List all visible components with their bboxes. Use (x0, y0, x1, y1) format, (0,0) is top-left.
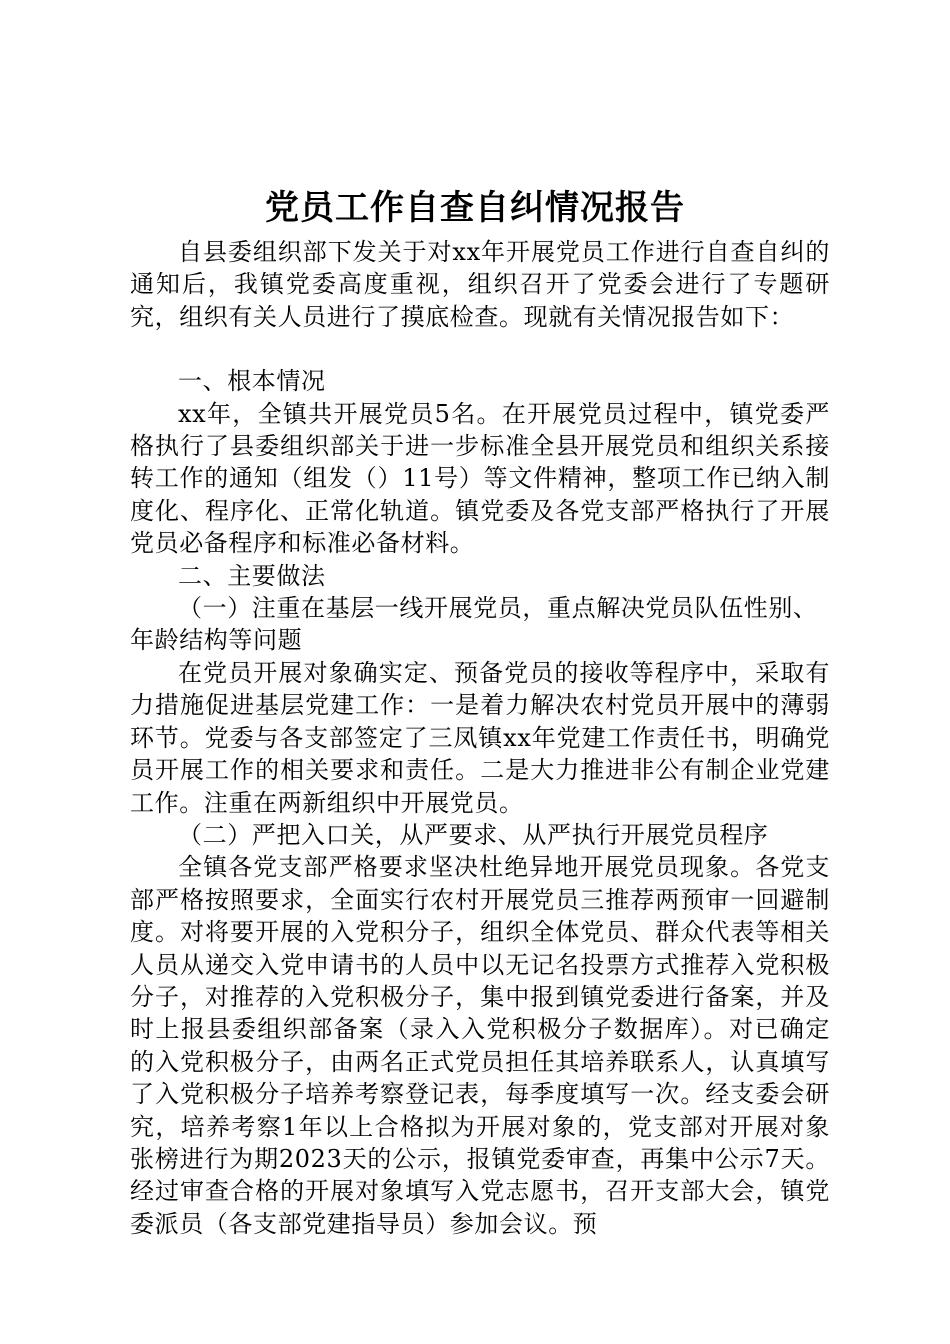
section-2-heading: 二、主要做法 (178, 561, 326, 590)
document-body (130, 236, 830, 1240)
section-1-paragraph: xx年，全镇共开展党员5名。在开展党员过程中，镇党委严格执行了县委组织部关于进一步标准全县开展党员和组织关系接转工作的通知（组发（）11号）等文件精神，整项工作已纳入制度化、程序化、正常化轨道。镇党委及各党支部严格执行了开展党员必备程序和标准必备材料。 (130, 399, 830, 558)
document-title: 党员工作自查自纠情况报告 (265, 188, 685, 228)
subsection-1-paragraph: 在党员开展对象确实定、预备党员的接收等程序中，采取有力措施促进基层党建工作：一是着力解决农村党员开展中的薄弱环节。党委与各支部签定了三凤镇xx年党建工作责任书，明确党员开展工作的相关要求和责任。二是大力推进非公有制企业党建工作。注重在两新组织中开展党员。 (130, 658, 830, 817)
subsection-2-paragraph: 全镇各党支部严格要求坚决杜绝异地开展党员现象。各党支部严格按照要求，全面实行农村开展党员三推荐两预审一回避制度。对将要开展的入党积分子，组织全体党员、群众代表等相关人员从递交入党申请书的人员中以无记名投票方式推荐入党积极分子，对推荐的入党积极分子，集中报到镇党委进行备案，并及时上报县委组织部备案（录入入党积极分子数据库）。对已确定的入党积极分子，由两名正式党员担任其培养联系人，认真填写了入党积极分子培养考察登记表，每季度填写一次。经支委会研究，培养考察1年以上合格拟为开展对象的，党支部对开展对象张榜进行为期2023天的公示，报镇党委审查，再集中公示7天。经过审查合格的开展对象填写入党志愿书，召开支部大会，镇党委派员（各支部党建指导员）参加会议。预 (130, 853, 830, 1238)
subsection-1-heading: （一）注重在基层一线开展党员，重点解决党员队伍性别、年龄结构等问题 (130, 594, 818, 655)
intro-paragraph: 自县委组织部下发关于对xx年开展党员工作进行自查自纠的通知后，我镇党委高度重视，组织召开了党委会进行了专题研究，组织有关人员进行了摸底检查。现就有关情况报告如下： (130, 238, 830, 331)
section-1-heading: 一、根本情况 (178, 367, 326, 396)
subsection-2-heading: （二）严把入口关，从严要求、从严执行开展党员程序 (178, 820, 769, 849)
